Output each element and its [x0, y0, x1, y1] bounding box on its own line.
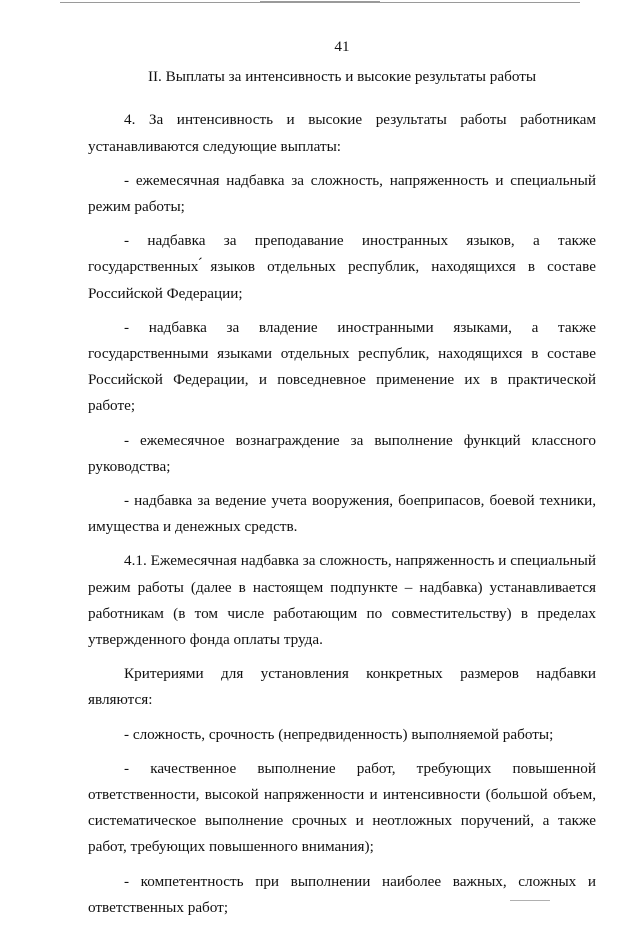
scan-edge-line	[260, 1, 380, 2]
list-item: - надбавка за ведение учета вооружения, боеприпасов, боевой техники, имущества и денежных средств.	[88, 492, 596, 536]
list-item: - надбавка за владение иностранными языками, а также государственными языками отдельных республик, находящихся в составе Российской Федерации, и повседневное применение их в практической работе;	[88, 318, 596, 415]
scan-edge-line	[510, 900, 550, 901]
page-number: 41	[334, 38, 350, 55]
paragraph: Критериями для установления конкретных размеров надбавки являются:	[88, 665, 596, 709]
paragraph: 4. За интенсивность и высокие результаты работы работникам устанавливаются следующие выплаты:	[88, 111, 596, 155]
scan-edge-line	[60, 2, 580, 3]
paragraph: 4.1. Ежемесячная надбавка за сложность, напряженность и специальный режим работы (далее в настоящем подпункте – надбавка) устанавливается работникам (в том числе работающим по совместительству) в пределах утвержденного фонда оплаты труда.	[88, 552, 596, 649]
list-item: - качественное выполнение работ, требующих повышенной ответственности, высокой напряженности и интенсивности (большой объем, систематическое выполнение срочных и неотложных поручений, а также работ, требующих повышенного внимания);	[88, 759, 596, 856]
section-title: II. Выплаты за интенсивность и высокие результаты работы	[147, 68, 537, 86]
list-item: - надбавка за преподавание иностранных языков, а также государственных ́языков отдельных республик, находящихся в составе Российской Федерации;	[88, 232, 596, 302]
list-item: - компетентность при выполнении наиболее важных, сложных и ответственных работ;	[88, 872, 596, 916]
list-item: - ежемесячное вознаграждение за выполнение функций классного руководства;	[88, 431, 596, 475]
document-page	[88, 34, 596, 929]
list-item: - сложность, срочность (непредвиденность) выполняемой работы;	[124, 725, 554, 743]
list-item: - ежемесячная надбавка за сложность, напряженность и специальный режим работы;	[88, 171, 596, 216]
